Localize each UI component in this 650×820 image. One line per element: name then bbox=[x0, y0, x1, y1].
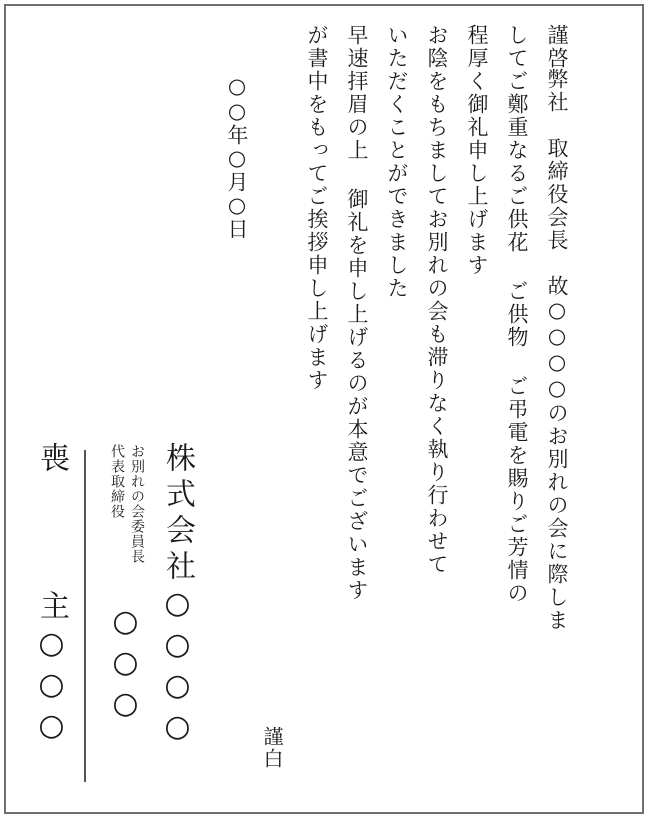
letter-line-1: 弊社 取締役会長 故○○○○のお別れの会に際しま bbox=[545, 68, 569, 632]
company-name: 株式会社○○○○ bbox=[160, 442, 195, 750]
chief-mourner-name: ○○○ bbox=[34, 626, 69, 749]
letter-line-2: してご鄭重なるご供花 ご供物 ご弔電を賜りご芳情の bbox=[505, 24, 529, 605]
chair-title: お別れの会委員長 bbox=[129, 444, 145, 564]
letter-card bbox=[4, 4, 644, 814]
letter-date: ○○年○月○日 bbox=[225, 74, 249, 240]
letter-line-5: いただくことができました bbox=[385, 24, 409, 300]
opening-salutation: 謹啓 bbox=[545, 24, 569, 70]
signature-divider bbox=[84, 450, 86, 782]
chair-rank: 代表取締役 bbox=[109, 444, 125, 519]
letter-line-4: お陰をもちましてお別れの会も滞りなく執り行わせて bbox=[425, 24, 449, 576]
closing-word: 謹白 bbox=[260, 726, 284, 770]
chief-mourner-label-2: 主 bbox=[34, 590, 69, 626]
letter-line-6: 早速拝眉の上 御礼を申し上げるのが本意でございます bbox=[345, 24, 369, 602]
chief-mourner-label-1: 喪 bbox=[34, 442, 69, 474]
letter-line-3: 程厚く御礼申し上げます bbox=[465, 24, 489, 277]
chair-name: ○○○ bbox=[108, 604, 143, 727]
letter-line-7: が書中をもってご挨拶申し上げます bbox=[305, 24, 329, 392]
